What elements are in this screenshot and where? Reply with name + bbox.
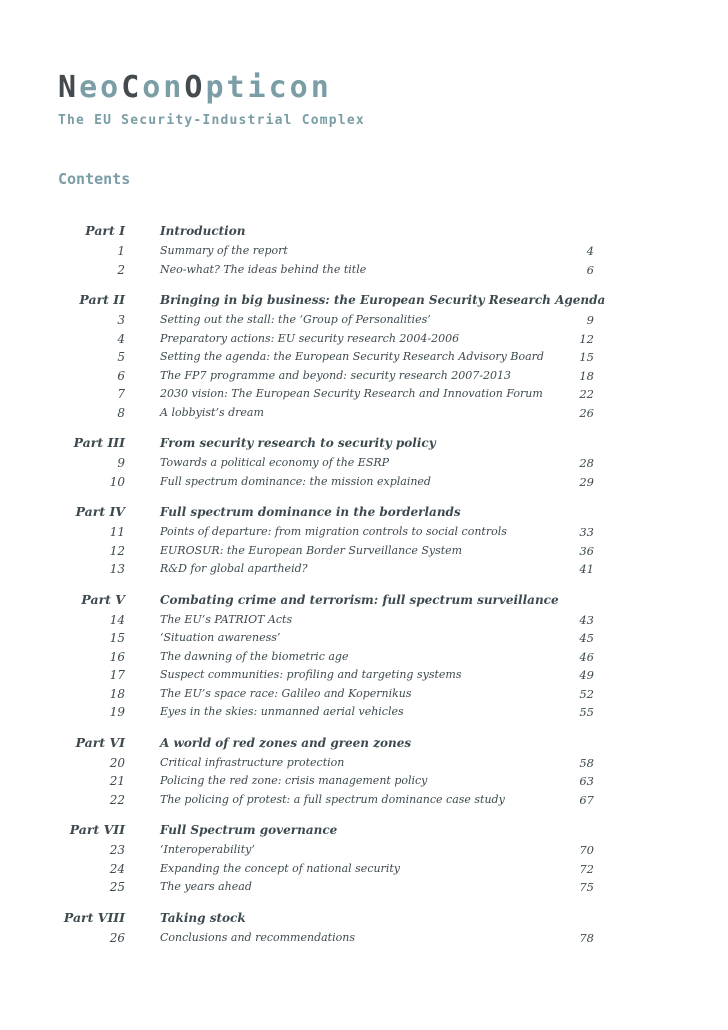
chapter-number: 8 <box>117 405 125 420</box>
chapter-page-number: 29 <box>579 474 594 489</box>
chapter-number: 16 <box>109 649 125 664</box>
toc-chapter-row[interactable] <box>0 542 728 561</box>
toc-chapter-row[interactable] <box>0 754 728 773</box>
toc-part-heading[interactable] <box>0 591 728 611</box>
chapter-number: 7 <box>117 387 125 401</box>
chapter-number: 17 <box>109 668 125 682</box>
part-label: Part I <box>85 223 125 238</box>
part-label: Part IV <box>75 504 125 519</box>
part-label: Part VIII <box>63 909 125 925</box>
part-title: Combating crime and terrorism: full spectrum surveillance <box>160 592 559 607</box>
part-title: Introduction <box>160 224 246 238</box>
chapter-title: Policing the red zone: crisis management policy <box>160 774 428 787</box>
chapter-title: Full spectrum dominance: the mission explained <box>160 474 431 488</box>
toc-chapter-row[interactable] <box>0 666 728 685</box>
chapter-title: The dawning of the biometric age <box>160 649 349 663</box>
toc-chapter-row[interactable] <box>0 648 728 667</box>
chapter-page-number: 28 <box>579 456 594 470</box>
chapter-title: Suspect communities: profiling and targeting systems <box>160 668 462 681</box>
chapter-number: 20 <box>109 755 125 770</box>
chapter-title: Setting out the stall: the ‘Group of Personalities’ <box>160 313 431 326</box>
toc-chapter-row[interactable] <box>0 385 728 404</box>
toc-part <box>0 503 728 579</box>
contents-heading: Contents <box>58 170 131 188</box>
chapter-page-number: 49 <box>579 668 594 682</box>
part-title: Bringing in big business: the European Security Research Agenda <box>160 293 606 307</box>
table-of-contents <box>0 222 728 959</box>
chapter-number: 19 <box>109 705 125 719</box>
chapter-title: ‘Situation awareness’ <box>160 631 281 644</box>
chapter-page-number: 72 <box>579 861 594 876</box>
toc-chapter-row[interactable] <box>0 929 728 948</box>
chapter-page-number: 52 <box>579 686 594 701</box>
toc-part <box>0 821 728 897</box>
toc-chapter-row[interactable] <box>0 703 728 722</box>
toc-chapter-row[interactable] <box>0 860 728 879</box>
chapter-number: 14 <box>109 612 125 627</box>
toc-chapter-row[interactable] <box>0 454 728 473</box>
logo-segment-pticon: pticon <box>205 70 332 105</box>
logo-letter-n: N <box>58 70 80 105</box>
part-label: Part VI <box>75 734 125 750</box>
chapter-title: Conclusions and recommendations <box>160 930 355 944</box>
toc-chapter-row[interactable] <box>0 611 728 630</box>
chapter-title: Points of departure: from migration controls to social controls <box>160 525 507 538</box>
chapter-number: 3 <box>117 313 125 327</box>
chapter-title: Critical infrastructure protection <box>160 755 345 769</box>
chapter-title: The policing of protest: a full spectrum dominance case study <box>160 792 505 806</box>
toc-chapter-row[interactable] <box>0 473 728 492</box>
toc-chapter-row[interactable] <box>0 311 728 330</box>
logo-segment-eo: eo <box>79 70 122 105</box>
toc-chapter-row[interactable] <box>0 330 728 349</box>
part-label: Part II <box>79 292 125 307</box>
chapter-title: ‘Interoperability’ <box>160 843 255 856</box>
toc-chapter-row[interactable] <box>0 261 728 280</box>
chapter-page-number: 9 <box>586 313 594 327</box>
chapter-title: The EU’s space race: Galileo and Kopernikus <box>160 686 412 700</box>
toc-part <box>0 222 728 279</box>
chapter-title: R&D for global apartheid? <box>160 562 308 575</box>
chapter-page-number: 22 <box>579 387 594 401</box>
chapter-number: 9 <box>117 456 125 470</box>
chapter-number: 23 <box>109 843 125 857</box>
toc-part-heading[interactable] <box>0 821 728 841</box>
toc-part <box>0 291 728 422</box>
chapter-title: The EU’s PATRIOT Acts <box>160 612 293 626</box>
chapter-title: Towards a political economy of the ESRP <box>160 456 390 469</box>
chapter-page-number: 18 <box>579 368 594 383</box>
chapter-number: 15 <box>109 631 125 645</box>
chapter-number: 21 <box>109 774 125 788</box>
toc-part-heading[interactable] <box>0 291 728 311</box>
chapter-title: Eyes in the skies: unmanned aerial vehicles <box>160 705 404 718</box>
toc-chapter-row[interactable] <box>0 878 728 897</box>
toc-chapter-row[interactable] <box>0 772 728 791</box>
toc-part-heading[interactable] <box>0 434 728 454</box>
chapter-number: 22 <box>109 792 125 807</box>
chapter-number: 24 <box>109 861 125 876</box>
chapter-title: Setting the agenda: the European Security Research Advisory Board <box>160 350 544 363</box>
chapter-page-number: 75 <box>579 880 594 894</box>
toc-chapter-row[interactable] <box>0 629 728 648</box>
toc-part <box>0 909 728 948</box>
part-title: Full spectrum dominance in the borderlands <box>160 505 461 519</box>
toc-part <box>0 591 728 722</box>
part-title: From security research to security policy <box>160 436 436 450</box>
toc-chapter-row[interactable] <box>0 841 728 860</box>
chapter-number: 6 <box>117 368 125 383</box>
chapter-title: A lobbyist’s dream <box>160 405 264 419</box>
chapter-number: 25 <box>109 880 125 894</box>
toc-chapter-row[interactable] <box>0 348 728 367</box>
chapter-title: Expanding the concept of national security <box>160 861 400 875</box>
part-label: Part VII <box>69 822 125 837</box>
chapter-title: Neo-what? The ideas behind the title <box>160 262 367 276</box>
part-label: Part III <box>73 435 125 450</box>
toc-chapter-row[interactable] <box>0 523 728 542</box>
toc-chapter-row[interactable] <box>0 242 728 261</box>
chapter-number: 18 <box>109 686 125 701</box>
toc-chapter-row[interactable] <box>0 404 728 423</box>
report-subtitle: The EU Security-Industrial Complex <box>58 113 365 128</box>
chapter-page-number: 63 <box>579 774 594 788</box>
chapter-title: 2030 vision: The European Security Research and Innovation Forum <box>160 387 543 400</box>
chapter-number: 5 <box>117 350 125 364</box>
chapter-page-number: 33 <box>579 525 594 539</box>
toc-part-heading[interactable] <box>0 503 728 523</box>
chapter-page-number: 15 <box>579 350 594 364</box>
chapter-number: 4 <box>117 331 125 346</box>
part-label: Part V <box>81 591 125 607</box>
chapter-number: 12 <box>109 543 125 558</box>
chapter-page-number: 6 <box>586 262 594 277</box>
logo-segment-on: on <box>142 70 185 105</box>
chapter-number: 26 <box>109 930 125 945</box>
chapter-title: Preparatory actions: EU security research 2004-2006 <box>160 331 460 345</box>
report-logo <box>58 66 332 110</box>
toc-part-heading[interactable] <box>0 909 728 929</box>
chapter-number: 11 <box>109 525 125 539</box>
chapter-page-number: 12 <box>579 331 594 346</box>
chapter-page-number: 26 <box>579 405 594 420</box>
toc-chapter-row[interactable] <box>0 560 728 579</box>
toc-part-heading[interactable] <box>0 734 728 754</box>
toc-chapter-row[interactable] <box>0 685 728 704</box>
chapter-page-number: 4 <box>586 244 594 258</box>
chapter-number: 13 <box>109 562 125 576</box>
part-title: A world of red zones and green zones <box>160 735 412 750</box>
chapter-page-number: 46 <box>579 649 594 664</box>
chapter-page-number: 55 <box>579 705 594 719</box>
chapter-page-number: 78 <box>579 930 594 945</box>
toc-part-heading[interactable] <box>0 222 728 242</box>
chapter-page-number: 67 <box>579 792 594 807</box>
chapter-page-number: 45 <box>579 631 594 645</box>
logo-letter-o: O <box>184 70 206 105</box>
chapter-title: The years ahead <box>160 880 252 893</box>
logo-letter-c: C <box>121 70 143 105</box>
toc-chapter-row[interactable] <box>0 367 728 386</box>
chapter-number: 1 <box>117 244 125 258</box>
toc-part <box>0 434 728 491</box>
part-title: Full Spectrum governance <box>160 823 338 837</box>
chapter-number: 10 <box>109 474 125 489</box>
chapter-title: EUROSUR: the European Border Surveillance System <box>160 543 463 557</box>
chapter-page-number: 41 <box>579 562 594 576</box>
toc-chapter-row[interactable] <box>0 791 728 810</box>
chapter-page-number: 36 <box>579 543 594 558</box>
chapter-title: The FP7 programme and beyond: security research 2007-2013 <box>160 368 511 382</box>
part-title: Taking stock <box>160 910 246 925</box>
toc-part <box>0 734 728 810</box>
chapter-title: Summary of the report <box>160 244 288 257</box>
chapter-page-number: 58 <box>579 755 594 770</box>
chapter-page-number: 70 <box>579 843 594 857</box>
chapter-number: 2 <box>117 262 125 277</box>
chapter-page-number: 43 <box>579 612 594 627</box>
